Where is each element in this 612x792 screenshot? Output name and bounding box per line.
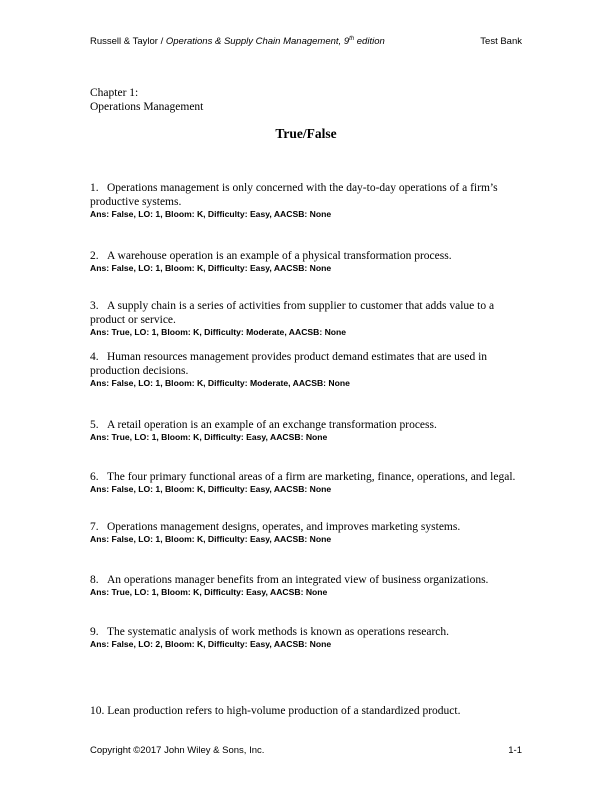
question-1 (90, 181, 530, 220)
answer-key: Ans: True, LO: 1, Bloom: K, Difficulty: Easy, AACSB: None (90, 587, 328, 597)
question-text (90, 704, 530, 718)
answer-key: Ans: False, LO: 2, Bloom: K, Difficulty: Easy, AACSB: None (90, 639, 332, 649)
question-6 (90, 470, 530, 495)
question-body: Operations management is only concerned with the day-to-day operations of a firm’s productive systems. (90, 182, 498, 208)
answer-key: Ans: True, LO: 1, Bloom: K, Difficulty: Easy, AACSB: None (90, 432, 328, 442)
question-number: 1. (90, 182, 99, 194)
answer-key: Ans: False, LO: 1, Bloom: K, Difficulty: Moderate, AACSB: None (90, 378, 350, 388)
running-header-left (90, 36, 385, 47)
question-body: Human resources management provides product demand estimates that are used in production decisions. (90, 351, 488, 377)
question-text (90, 350, 530, 378)
header-book-title: Operations & Supply Chain Management, 9 (165, 36, 350, 48)
question-number: 5. (90, 419, 99, 431)
header-edition-superscript: th (349, 36, 355, 42)
question-body: An operations manager benefits from an integrated view of business organizations. (107, 574, 489, 586)
answer-key: Ans: False, LO: 1, Bloom: K, Difficulty: Easy, AACSB: None (90, 484, 332, 494)
question-number: 4. (90, 351, 99, 363)
question-number: 10. (90, 705, 105, 717)
question-body: A warehouse operation is an example of a physical transformation process. (107, 250, 452, 262)
question-9 (90, 625, 530, 650)
question-3 (90, 299, 530, 338)
question-text (90, 520, 530, 534)
section-title: True/False (275, 126, 337, 141)
question-text (90, 470, 530, 484)
question-2 (90, 249, 530, 274)
question-10 (90, 704, 530, 718)
question-body: Operations management designs, operates, and improves marketing systems. (107, 521, 461, 533)
chapter-heading (90, 86, 203, 114)
header-authors: Russell & Taylor / (90, 36, 166, 48)
question-body: The systematic analysis of work methods is known as operations research. (107, 626, 450, 638)
question-text (90, 625, 530, 639)
question-text (90, 249, 530, 263)
chapter-title: Operations Management (90, 101, 204, 113)
copyright-footer: Copyright ©2017 John Wiley & Sons, Inc. (90, 745, 265, 756)
question-body: The four primary functional areas of a firm are marketing, finance, operations, and legal. (107, 471, 516, 483)
answer-key: Ans: True, LO: 1, Bloom: K, Difficulty: Moderate, AACSB: None (90, 327, 347, 337)
question-4 (90, 350, 530, 389)
question-number: 8. (90, 574, 99, 586)
question-body: A supply chain is a series of activities from supplier to customer that adds value to a product or service. (90, 300, 495, 326)
question-7 (90, 520, 530, 545)
question-number: 3. (90, 300, 99, 312)
question-number: 6. (90, 471, 99, 483)
question-number: 7. (90, 521, 99, 533)
running-header-right: Test Bank (480, 36, 522, 47)
question-number: 9. (90, 626, 99, 638)
question-text (90, 299, 530, 327)
answer-key: Ans: False, LO: 1, Bloom: K, Difficulty: Easy, AACSB: None (90, 263, 332, 273)
header-edition-suffix: edition (354, 36, 385, 48)
question-body: Lean production refers to high-volume production of a standardized product. (107, 705, 461, 717)
question-body: A retail operation is an example of an exchange transformation process. (107, 419, 437, 431)
chapter-number: Chapter 1: (90, 87, 139, 99)
question-8 (90, 573, 530, 598)
question-5 (90, 418, 530, 443)
answer-key: Ans: False, LO: 1, Bloom: K, Difficulty: Easy, AACSB: None (90, 209, 332, 219)
answer-key: Ans: False, LO: 1, Bloom: K, Difficulty: Easy, AACSB: None (90, 534, 332, 544)
question-text (90, 181, 530, 209)
question-text (90, 418, 530, 432)
question-number: 2. (90, 250, 99, 262)
question-text (90, 573, 530, 587)
page-number: 1-1 (508, 745, 522, 756)
